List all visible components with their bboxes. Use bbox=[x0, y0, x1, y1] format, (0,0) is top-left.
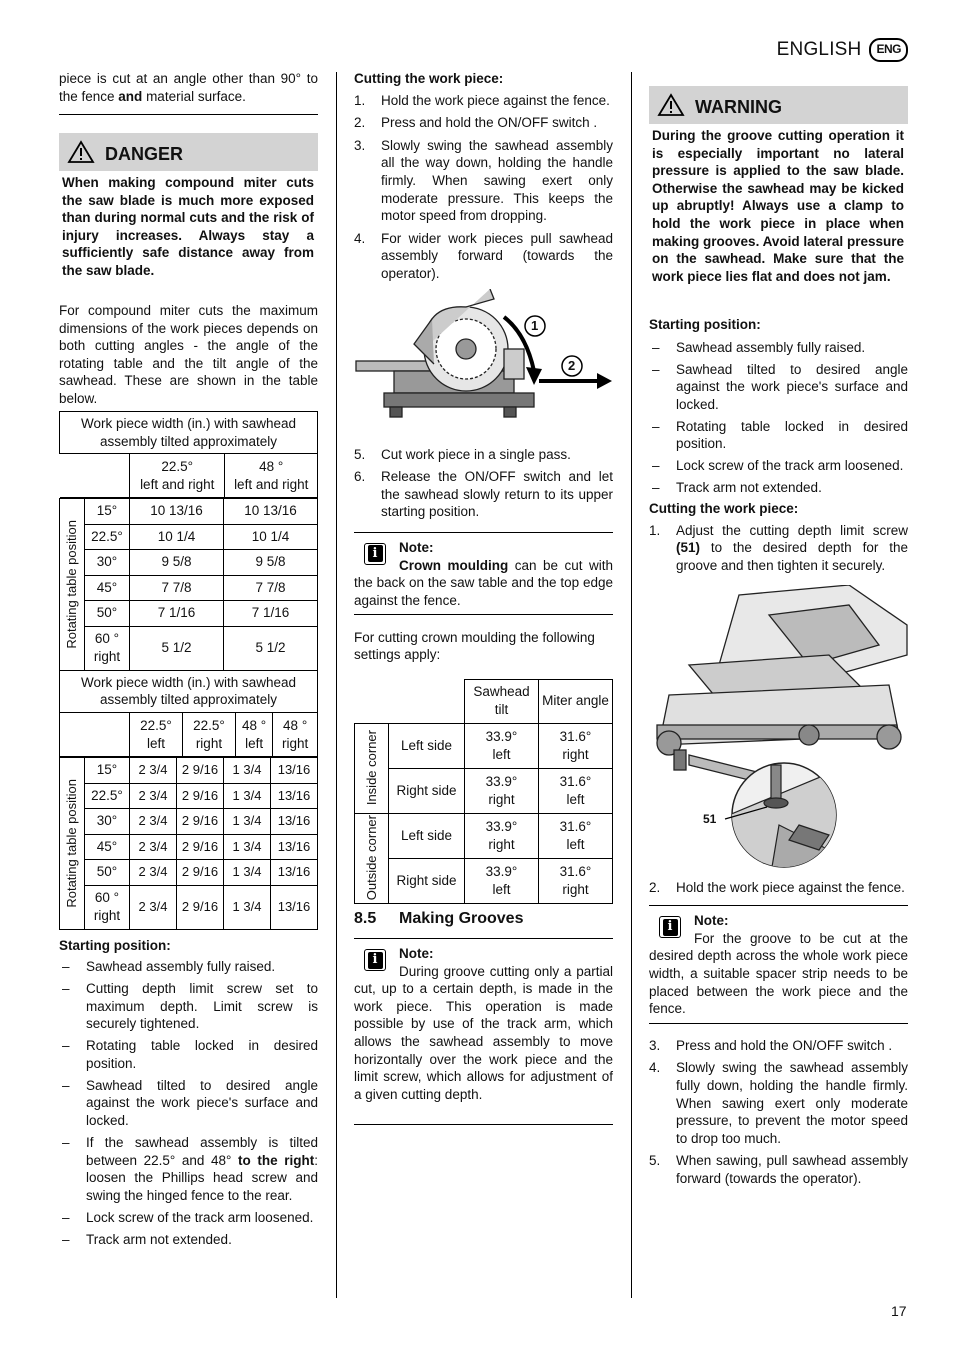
table-row bbox=[60, 575, 318, 601]
list-item: 5. When sawing, pull sawhead assembly forward (towards the operator). bbox=[649, 1153, 908, 1187]
column-divider-right bbox=[631, 72, 632, 1298]
table-cell: 13/16 bbox=[271, 783, 318, 809]
warning-triangle-icon bbox=[67, 140, 95, 164]
row-label: 30° bbox=[85, 550, 130, 576]
crown-moulding-table bbox=[354, 679, 613, 904]
list-item: 6. Release the ON/OFF switch and let the sawhead slowly return to its upper starting position. bbox=[354, 469, 613, 520]
side-label-text: Rotating table position bbox=[64, 778, 80, 908]
note-grooves bbox=[354, 939, 613, 1121]
info-icon: i bbox=[364, 949, 386, 971]
table-cell: 31.6° left bbox=[539, 813, 613, 858]
row-label: 60 ° right bbox=[85, 885, 130, 929]
list-item: 5. Cut work piece in a single pass. bbox=[354, 446, 571, 462]
table-cell: 7 1/16 bbox=[224, 601, 318, 627]
table-cell: 2 3/4 bbox=[130, 885, 177, 929]
group-label bbox=[355, 813, 389, 903]
table-cell: 2 9/16 bbox=[177, 860, 224, 886]
table-cell: 33.9° right bbox=[465, 768, 539, 813]
table-row bbox=[60, 601, 318, 627]
compound-text: For compound miter cuts the maximum dimensions of the work pieces depends on both cutting angles - the angle of the rotating table and the tilt angle of the sawhead. These are shown in the table below. bbox=[59, 303, 318, 406]
width-table-2-body bbox=[59, 757, 318, 930]
list-item: – Sawhead assembly fully raised. bbox=[62, 959, 276, 975]
cutting-title: Cutting the work piece: bbox=[649, 501, 799, 517]
miter-saw-depth-screw-icon bbox=[649, 585, 908, 875]
width-table-1-body bbox=[59, 498, 318, 671]
table-cell: 31.6° right bbox=[539, 858, 613, 903]
col-head: 48 ° left and right bbox=[225, 454, 318, 498]
table-cell: 2 9/16 bbox=[177, 758, 224, 784]
table-cell: 1 3/4 bbox=[224, 758, 271, 784]
list-item: 2. Press and hold the ON/OFF switch . bbox=[354, 115, 598, 131]
danger-box bbox=[59, 133, 318, 283]
table-cell: 2 3/4 bbox=[130, 783, 177, 809]
list-item: – Sawhead tilted to desired angle against the work piece's surface and locked. bbox=[652, 361, 908, 412]
table-cell: 33.9° left bbox=[465, 858, 539, 903]
note-spacer bbox=[649, 906, 908, 1020]
list-item: – If the sawhead assembly is tilted between 22.5° and 48° to the right: loosen the Phillips head screw and swing the hinged fence to the rear. bbox=[62, 1135, 318, 1203]
table-cell: 2 9/16 bbox=[177, 783, 224, 809]
warning-box bbox=[649, 86, 908, 304]
table-cell: 2 3/4 bbox=[130, 834, 177, 860]
list-item: – Lock screw of the track arm loosened. bbox=[652, 458, 904, 474]
list-item: – Rotating table locked in desired position. bbox=[62, 1038, 318, 1071]
table-cell: 10 13/16 bbox=[224, 499, 318, 525]
column-3 bbox=[649, 86, 908, 1193]
table-row bbox=[60, 834, 318, 860]
table-cell: 10 1/4 bbox=[224, 524, 318, 550]
note-text: Crown moulding can be cut with the back on the saw table and the top edge against the fence. bbox=[354, 557, 613, 608]
table-cell: 31.6° right bbox=[539, 723, 613, 768]
table-row bbox=[60, 809, 318, 835]
intro-text: piece is cut at an angle other than 90° to the fence and material surface. bbox=[59, 71, 318, 104]
table-row bbox=[60, 499, 318, 525]
table-cell: 13/16 bbox=[271, 834, 318, 860]
figure-label-1: 1 bbox=[531, 317, 539, 333]
language-badge: ENG bbox=[869, 38, 908, 62]
column-divider-left bbox=[336, 72, 337, 1298]
groove-steps-3 bbox=[649, 1037, 908, 1188]
groove-steps-1 bbox=[649, 522, 908, 575]
cutting-steps-a bbox=[354, 92, 613, 283]
table-header: Work piece width (in.) with sawhead assembly tilted approximately bbox=[60, 671, 318, 713]
table-header: Work piece width (in.) with sawhead assembly tilted approximately bbox=[60, 412, 318, 454]
page-header bbox=[777, 38, 908, 62]
note-text: For the groove to be cut at the desired depth across the whole work piece width, a suitable spacer strip needs to be placed between the work piece and the fence. bbox=[649, 930, 908, 1017]
list-item: – Track arm not extended. bbox=[62, 1231, 232, 1247]
column-1 bbox=[59, 70, 318, 1253]
warning-header bbox=[649, 86, 908, 124]
table-cell: 5 1/2 bbox=[224, 626, 318, 670]
cutting-steps-b bbox=[354, 446, 613, 521]
row-label: 15° bbox=[85, 499, 130, 525]
table-cell: 5 1/2 bbox=[130, 626, 224, 670]
table-cell: 7 7/8 bbox=[130, 575, 224, 601]
starting-position-title: Starting position: bbox=[649, 317, 761, 332]
table-cell: 9 5/8 bbox=[130, 550, 224, 576]
row-label: 50° bbox=[85, 860, 130, 886]
table-cell: 2 9/16 bbox=[177, 834, 224, 860]
divider bbox=[354, 614, 613, 615]
warning-triangle-icon bbox=[657, 93, 685, 117]
table-header-row bbox=[355, 679, 613, 723]
depth-screw-illustration bbox=[649, 585, 908, 875]
table-cell: 1 3/4 bbox=[224, 809, 271, 835]
starting-position-list bbox=[59, 958, 318, 1248]
table-row bbox=[60, 885, 318, 929]
table-cell: 10 13/16 bbox=[130, 499, 224, 525]
row-label: 45° bbox=[85, 834, 130, 860]
table-row bbox=[60, 550, 318, 576]
list-item: 1. Hold the work piece against the fence. bbox=[354, 92, 610, 108]
group-label-text: Outside corner bbox=[363, 815, 379, 901]
table-row bbox=[60, 626, 318, 670]
saw-cut-illustration bbox=[354, 289, 613, 439]
table-cell: 1 3/4 bbox=[224, 834, 271, 860]
table-cell: 31.6° left bbox=[539, 768, 613, 813]
table-cell: 2 9/16 bbox=[177, 885, 224, 929]
section-heading bbox=[354, 910, 613, 928]
table-row bbox=[60, 860, 318, 886]
table-cell: Left side bbox=[389, 723, 465, 768]
figure-label-51: 51 bbox=[703, 811, 717, 826]
crown-text: For cutting crown moulding the following settings apply: bbox=[354, 629, 595, 663]
section-title: Making Grooves bbox=[399, 909, 524, 927]
starting-position-list bbox=[649, 339, 908, 497]
col-head: Miter angle bbox=[539, 679, 613, 723]
note-title: Note: bbox=[694, 913, 729, 929]
table-cell: 1 3/4 bbox=[224, 885, 271, 929]
table-row bbox=[60, 524, 318, 550]
table-row bbox=[60, 783, 318, 809]
note-title: Note: bbox=[399, 539, 434, 555]
row-label: 60 ° right bbox=[85, 626, 130, 670]
figure-label-2: 2 bbox=[568, 357, 576, 373]
table-cell: 33.9° right bbox=[465, 813, 539, 858]
list-item: 3. Slowly swing the sawhead assembly all the way down, holding the handle firmly. When sawing exert only moderate pressure. This keeps the motor speed from dropping. bbox=[354, 137, 613, 224]
table-cell: 13/16 bbox=[271, 885, 318, 929]
table-row bbox=[355, 813, 613, 858]
row-label: 45° bbox=[85, 575, 130, 601]
list-item: – Lock screw of the track arm loosened. bbox=[62, 1209, 314, 1225]
list-item: – Cutting depth limit screw set to maximum depth. Limit screw is securely tightened. bbox=[62, 981, 318, 1032]
danger-title: DANGER bbox=[105, 144, 184, 165]
warning-title: WARNING bbox=[695, 97, 782, 118]
list-item: – Track arm not extended. bbox=[652, 480, 822, 496]
side-label bbox=[60, 499, 85, 671]
col-head: 22.5° left bbox=[130, 713, 183, 757]
note-text: During groove cutting only a partial cut, up to a certain depth, is made in the work piece. This operation is made possible by use of the track arm, which allows the sawhead assembly to move horizontally over the work piece and the limit screw, which allows for adjustment of a given cutting depth. bbox=[354, 963, 613, 1102]
width-table-1 bbox=[59, 411, 318, 498]
danger-text: When making compound miter cuts the saw blade is much more exposed than during normal cuts and the risk of injury increases. Always stay a sufficiently safe distance away from the saw blade. bbox=[62, 175, 314, 278]
table-row bbox=[355, 858, 613, 903]
table-cell: 13/16 bbox=[271, 860, 318, 886]
list-item: 3. Press and hold the ON/OFF switch . bbox=[649, 1037, 893, 1053]
table-row bbox=[60, 758, 318, 784]
table-cell: 13/16 bbox=[271, 758, 318, 784]
col-head: 22.5° left and right bbox=[130, 454, 225, 498]
starting-position-title: Starting position: bbox=[59, 937, 171, 953]
table-cell: 9 5/8 bbox=[224, 550, 318, 576]
list-item: – Sawhead assembly fully raised. bbox=[652, 339, 866, 355]
section-number: 8.5 bbox=[354, 909, 377, 927]
table-cell: 2 9/16 bbox=[177, 809, 224, 835]
table-cell: Right side bbox=[389, 858, 465, 903]
row-label: 22.5° bbox=[85, 524, 130, 550]
col-head: 22.5° right bbox=[182, 713, 235, 757]
list-item: – Sawhead tilted to desired angle against the work piece's surface and locked. bbox=[62, 1077, 318, 1129]
table-cell: 33.9° left bbox=[465, 723, 539, 768]
row-label: 15° bbox=[85, 758, 130, 784]
danger-header bbox=[59, 133, 318, 171]
list-item: 4. For wider work pieces pull sawhead assembly forward (towards the operator). bbox=[354, 230, 613, 281]
table-cell: Right side bbox=[389, 768, 465, 813]
col-head: Sawhead tilt bbox=[465, 679, 539, 723]
table-row bbox=[355, 768, 613, 813]
width-table-2 bbox=[59, 671, 318, 758]
groove-steps-2 bbox=[649, 879, 908, 897]
row-label: 22.5° bbox=[85, 783, 130, 809]
table-cell: 2 3/4 bbox=[130, 809, 177, 835]
table-row bbox=[355, 723, 613, 768]
divider bbox=[649, 1023, 908, 1024]
table-cell: 10 1/4 bbox=[130, 524, 224, 550]
table-cell: 13/16 bbox=[271, 809, 318, 835]
group-label-text: Inside corner bbox=[363, 730, 379, 806]
list-item: 1. Adjust the cutting depth limit screw (51) to the desired depth for the groove and then tighten it securely. bbox=[649, 522, 908, 574]
cutting-title: Cutting the work piece: bbox=[354, 71, 504, 86]
list-item: – Rotating table locked in desired position. bbox=[652, 418, 908, 452]
warning-text: During the groove cutting operation it is especially important no lateral pressure is applied to the saw blade. Otherwise the sawhead may be kicked up abruptly! Always use a clamp to hold the work piece in place when making grooves. Avoid lateral pressure on the sawhead. Make sure that the work piece lies flat and does not jam. bbox=[652, 128, 904, 284]
table-cell: 7 1/16 bbox=[130, 601, 224, 627]
table-cell: 2 3/4 bbox=[130, 860, 177, 886]
note-title: Note: bbox=[399, 946, 434, 962]
table-cell: 7 7/8 bbox=[224, 575, 318, 601]
list-item: 2. Hold the work piece against the fence. bbox=[649, 879, 905, 895]
side-label bbox=[60, 758, 85, 930]
column-2 bbox=[354, 70, 613, 1125]
divider bbox=[59, 114, 318, 115]
col-head: 48 ° right bbox=[273, 713, 318, 757]
language-label: ENGLISH bbox=[776, 39, 862, 60]
list-item: 4. Slowly swing the sawhead assembly fully down, holding the handle firmly. When sawing exert only moderate pressure, to prevent the motor speed to drop too much. bbox=[649, 1060, 908, 1146]
row-label: 30° bbox=[85, 809, 130, 835]
table-cell: 2 3/4 bbox=[130, 758, 177, 784]
divider bbox=[354, 1124, 613, 1125]
info-icon: i bbox=[659, 916, 681, 938]
side-label-text: Rotating table position bbox=[64, 519, 80, 649]
table-cell: Left side bbox=[389, 813, 465, 858]
table-cell: 1 3/4 bbox=[224, 783, 271, 809]
info-icon: i bbox=[364, 543, 386, 565]
page-number: 17 bbox=[891, 1303, 907, 1319]
group-label bbox=[355, 723, 389, 813]
table-cell: 1 3/4 bbox=[224, 860, 271, 886]
col-head: 48 ° left bbox=[235, 713, 272, 757]
row-label: 50° bbox=[85, 601, 130, 627]
note-crown bbox=[354, 533, 613, 611]
